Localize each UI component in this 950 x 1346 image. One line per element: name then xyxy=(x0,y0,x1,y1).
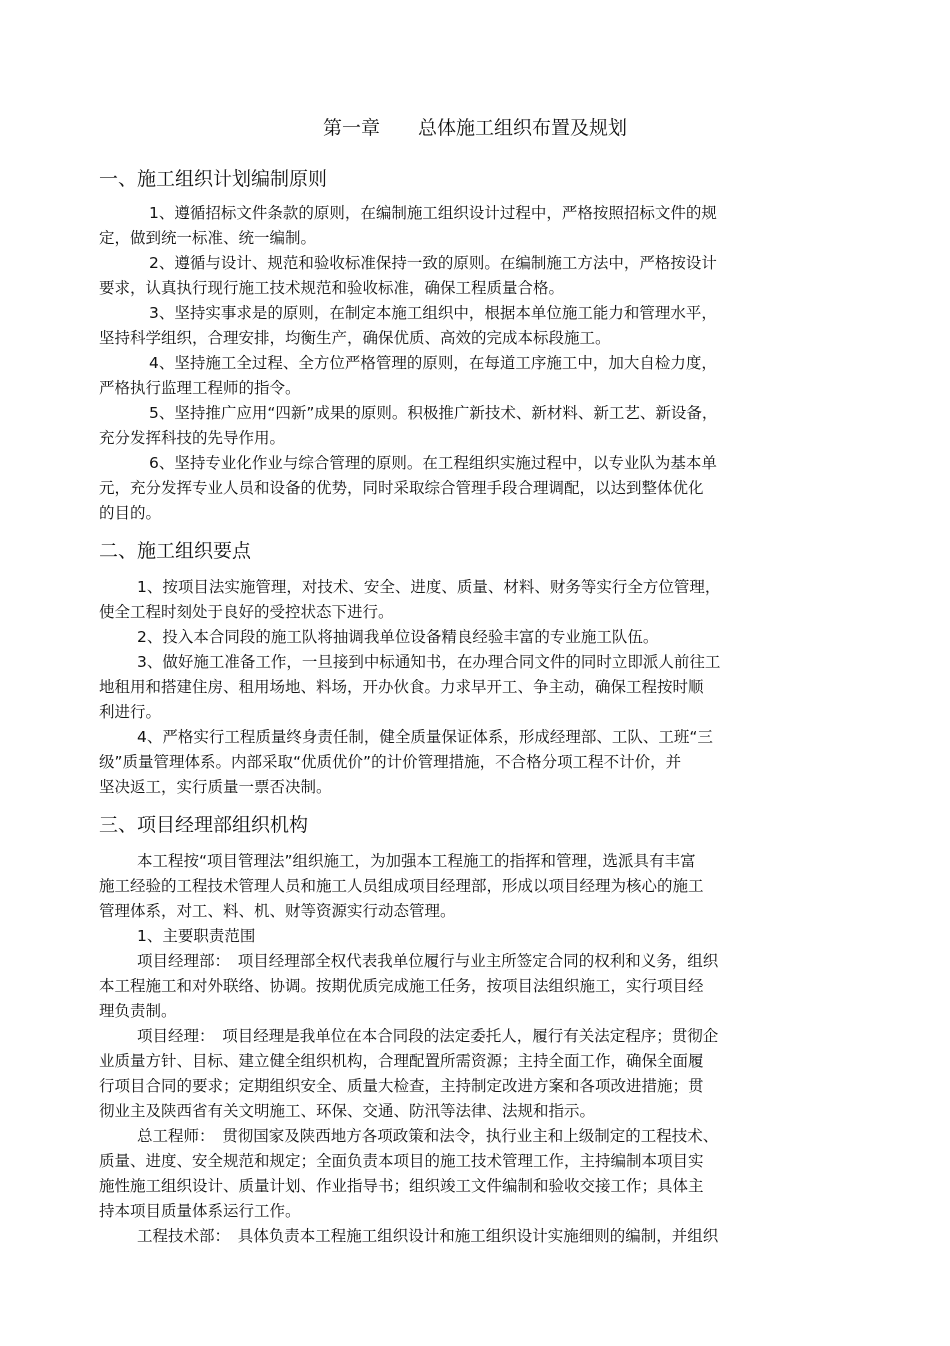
text-line: 级”质量管理体系。内部采取“优质优价”的计价管理措施，不合格分项工程不计价，并 xyxy=(99,753,682,771)
text-line: 6、坚持专业化作业与综合管理的原则。在工程组织实施过程中，以专业队为基本单 xyxy=(149,454,717,472)
text-line: 地租用和搭建住房、租用场地、料场，开办伙食。力求早开工、争主动，确保工程按时顺 xyxy=(99,678,704,696)
text-line: 4、坚持施工全过程、全方位严格管理的原则，在每道工序施工中，加大自检力度， xyxy=(149,354,717,372)
text-line: 项目经理： 项目经理是我单位在本合同段的法定委托人，履行有关法定程序；贯彻企 xyxy=(137,1027,719,1045)
text-line: 的目的。 xyxy=(99,504,162,522)
paragraph xyxy=(99,650,844,725)
paragraph xyxy=(99,575,844,625)
paragraph xyxy=(99,251,844,301)
text-line: 定，做到统一标准、统一编制。 xyxy=(99,229,317,247)
section-heading: 三、项目经理部组织机构 xyxy=(99,814,309,836)
text-line: 3、坚持实事求是的原则，在制定本施工组织中，根据本单位施工能力和管理水平， xyxy=(149,304,717,322)
text-line: 管理体系，对工、料、机、财等资源实行动态管理。 xyxy=(99,902,456,920)
chapter-title: 第一章 总体施工组织布置及规划 xyxy=(322,117,627,139)
text-line: 严格执行监理工程师的指令。 xyxy=(99,379,301,397)
paragraph xyxy=(99,451,844,526)
text-line: 5、坚持推广应用“四新”成果的原则。积极推广新技术、新材料、新工艺、新设备， xyxy=(149,404,718,422)
text-line: 业质量方针、目标、建立健全组织机构，合理配置所需资源；主持全面工作，确保全面履 xyxy=(99,1052,704,1070)
text-line: 2、投入本合同段的施工队将抽调我单位设备精良经验丰富的专业施工队伍。 xyxy=(137,628,659,646)
text-line: 项目经理部： 项目经理部全权代表我单位履行与业主所签定合同的权利和义务，组织 xyxy=(137,952,719,970)
text-line: 元，充分发挥专业人员和设备的优势，同时采取综合管理手段合理调配，以达到整体优化 xyxy=(99,479,704,497)
text-line: 施工经验的工程技术管理人员和施工人员组成项目经理部，形成以项目经理为核心的施工 xyxy=(99,877,704,895)
paragraph xyxy=(99,949,844,1024)
paragraph xyxy=(99,1124,844,1224)
paragraph xyxy=(99,849,844,924)
text-line: 坚决返工，实行质量一票否决制。 xyxy=(99,778,332,796)
paragraph xyxy=(99,201,844,251)
text-line: 使全工程时刻处于良好的受控状态下进行。 xyxy=(99,603,394,621)
paragraph xyxy=(99,1224,844,1249)
text-line: 要求，认真执行现行施工技术规范和验收标准，确保工程质量合格。 xyxy=(99,279,565,297)
paragraph xyxy=(99,725,844,800)
text-line: 本工程按“项目管理法”组织施工，为加强本工程施工的指挥和管理，选派具有丰富 xyxy=(137,852,696,870)
text-line: 理负责制。 xyxy=(99,1002,177,1020)
text-line: 充分发挥科技的先导作用。 xyxy=(99,429,286,447)
text-line: 总工程师： 贯彻国家及陕西地方各项政策和法令，执行业主和上级制定的工程技术、 xyxy=(137,1127,719,1145)
paragraph xyxy=(99,1024,844,1124)
text-line: 施性施工组织设计、质量计划、作业指导书；组织竣工文件编制和验收交接工作；具体主 xyxy=(99,1177,704,1195)
text-line: 1、按项目法实施管理，对技术、安全、进度、质量、材料、财务等实行全方位管理， xyxy=(137,578,721,596)
text-line: 工程技术部： 具体负责本工程施工组织设计和施工组织设计实施细则的编制，并组织 xyxy=(137,1227,719,1245)
paragraph xyxy=(99,301,844,351)
text-line: 1、主要职责范围 xyxy=(137,927,256,945)
text-line: 本工程施工和对外联络、协调。按期优质完成施工任务，按项目法组织施工，实行项目经 xyxy=(99,977,704,995)
text-line: 利进行。 xyxy=(99,703,162,721)
paragraph xyxy=(99,625,844,650)
text-line: 3、做好施工准备工作，一旦接到中标通知书，在办理合同文件的同时立即派人前往工 xyxy=(137,653,721,671)
text-line: 持本项目质量体系运行工作。 xyxy=(99,1202,301,1220)
section-heading: 一、施工组织计划编制原则 xyxy=(99,168,328,190)
text-line: 1、遵循招标文件条款的原则，在编制施工组织设计过程中，严格按照招标文件的规 xyxy=(149,204,717,222)
text-line: 行项目合同的要求；定期组织安全、质量大检查，主持制定改进方案和各项改进措施；贯 xyxy=(99,1077,704,1095)
text-line: 2、遵循与设计、规范和验收标准保持一致的原则。在编制施工方法中，严格按设计 xyxy=(149,254,717,272)
text-line: 质量、进度、安全规范和规定；全面负责本项目的施工技术管理工作，主持编制本项目实 xyxy=(99,1152,704,1170)
text-line: 坚持科学组织，合理安排，均衡生产，确保优质、高效的完成本标段施工。 xyxy=(99,329,611,347)
text-line: 彻业主及陕西省有关文明施工、环保、交通、防汛等法律、法规和指示。 xyxy=(99,1102,596,1120)
paragraph xyxy=(99,351,844,401)
text-line: 4、严格实行工程质量终身责任制，健全质量保证体系，形成经理部、工队、工班“三 xyxy=(137,728,713,746)
paragraph xyxy=(99,401,844,451)
paragraph xyxy=(99,924,844,949)
section-heading: 二、施工组织要点 xyxy=(99,540,252,562)
